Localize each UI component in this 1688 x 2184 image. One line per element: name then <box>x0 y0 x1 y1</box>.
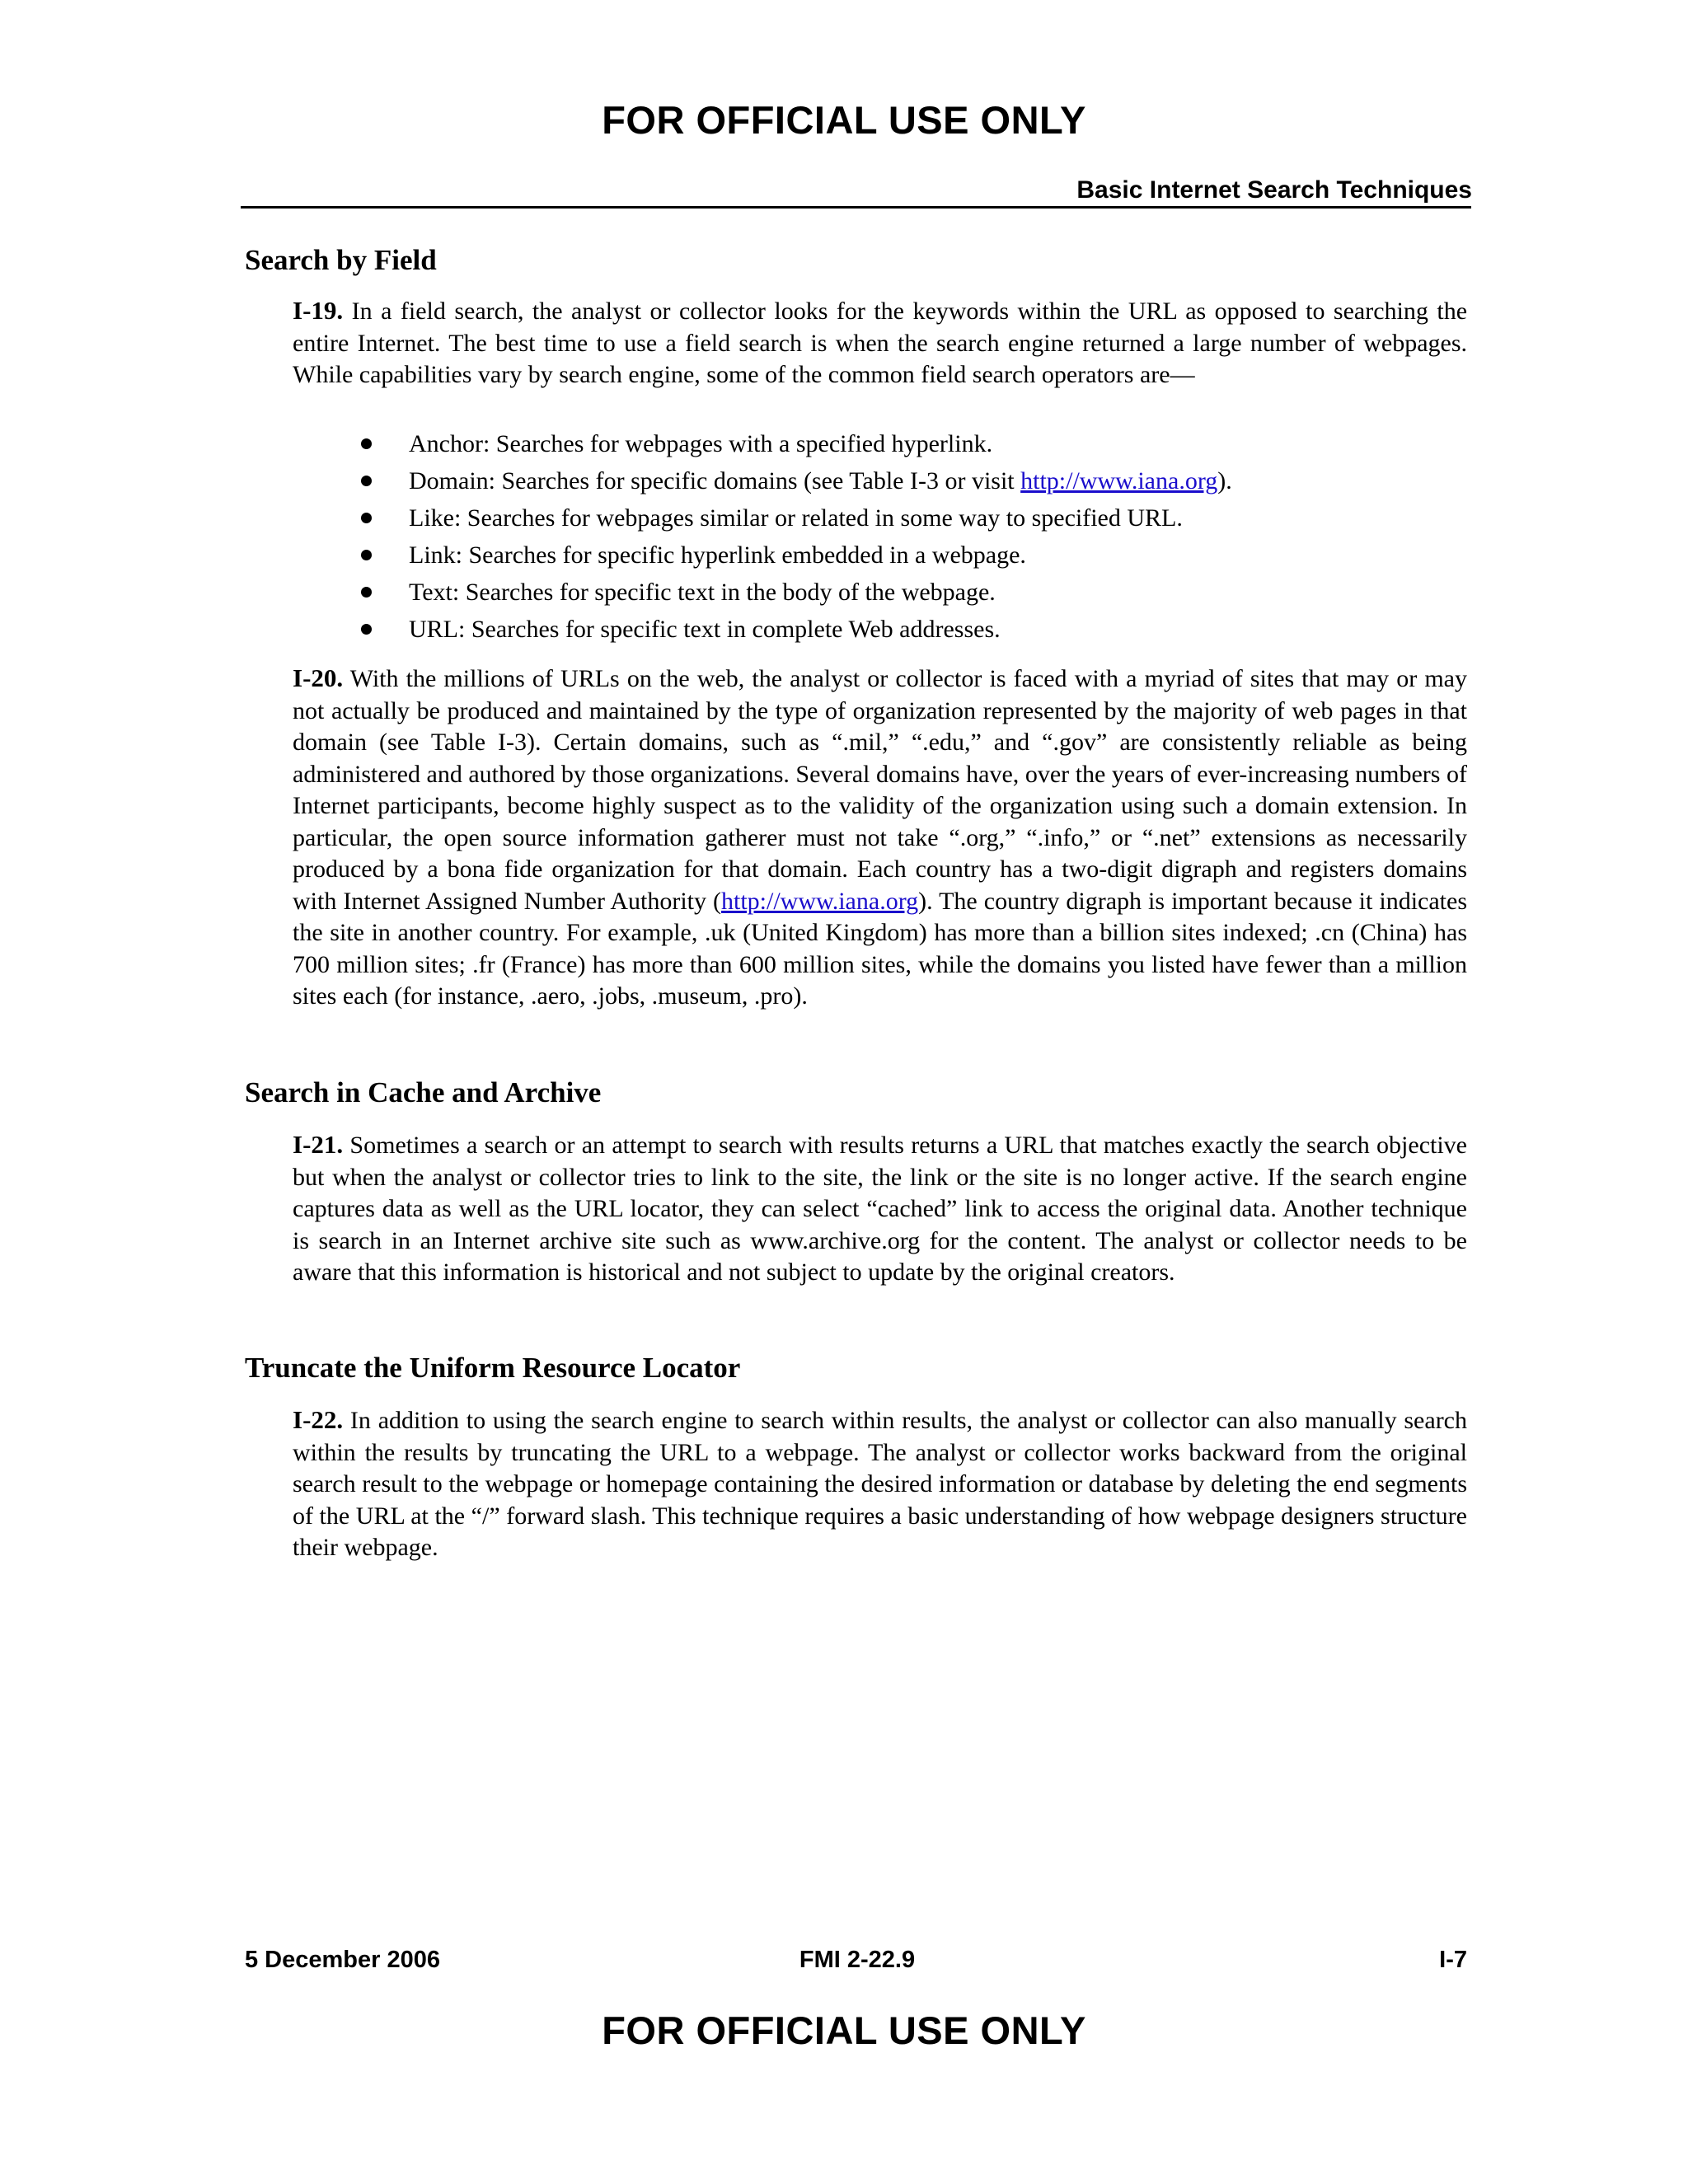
footer-date: 5 December 2006 <box>245 1947 440 1973</box>
paragraph-text-before: With the millions of URLs on the web, the analyst or collector is faced with a myriad of sites that may or may not actually be produced and maintained by the type of organization represented by the majority of web pages in that domain (see Table I-3). Certain domains, such as “.mil,” “.edu,” and “.gov” are consistently reliable as being administered and authored by those organizations. Several domains have, over the years of ever-increasing numbers of Internet participants, become highly suspect as to the validity of the organization using such a domain extension. In particular, the open source information gatherer must not take “.org,” “.info,” or “.net” extensions as necessarily produced by a bona fide organization for that domain. Each country has a two-digit digraph and registers domains with Internet Assigned Number Authority ( <box>293 665 1467 915</box>
list-item-text-before: Domain: Searches for specific domains (see Table I-3 or visit <box>409 467 1021 494</box>
bullet-icon <box>361 587 372 598</box>
list-item-text: Link: Searches for specific hyperlink embedded in a webpage. <box>409 541 1026 569</box>
list-item <box>363 537 1467 574</box>
list-item-text <box>409 462 1232 499</box>
field-operator-list <box>363 425 1467 648</box>
list-item <box>363 574 1467 611</box>
paragraph-text: Sometimes a search or an attempt to search with results returns a URL that matches exactly the search objective but when the analyst or collector tries to link to the site, the link or the site is no longer active. If the search engine captures data as well as the URL locator, they can select “cached” link to access the original data. Another technique is search in an Internet archive site such as www.archive.org for the content. The analyst or collector needs to be aware that this information is historical and not subject to update by the original creators. <box>293 1132 1468 1286</box>
classification-banner-bottom: FOR OFFICIAL USE ONLY <box>602 2008 1086 2052</box>
classification-banner-top: FOR OFFICIAL USE ONLY <box>602 98 1086 142</box>
section-heading-truncate-url: Truncate the Uniform Resource Locator <box>245 1352 741 1384</box>
paragraph-number: I-21. <box>293 1130 344 1159</box>
bullet-icon <box>361 513 372 523</box>
list-item <box>363 425 1467 462</box>
bullet-icon <box>361 624 372 635</box>
list-item-text: Like: Searches for webpages similar or related in some way to specified URL. <box>409 504 1183 532</box>
list-item <box>363 611 1467 648</box>
list-item-text-after: ). <box>1217 467 1232 494</box>
iana-link[interactable]: http://www.iana.org <box>721 887 919 915</box>
list-item-text: Text: Searches for specific text in the body of the webpage. <box>409 579 996 606</box>
header-rule <box>241 206 1471 209</box>
list-item-text: Anchor: Searches for webpages with a specified hyperlink. <box>409 430 993 457</box>
paragraph-text: In addition to using the search engine to search within results, the analyst or collector can also manually search within the results by truncating the URL to a webpage. The analyst or collector works backward from the original search result to the webpage or homepage containing the desired information or database by deleting the end segments of the URL at the “/” forward slash. This technique requires a basic understanding of how webpage designers structure their webpage. <box>293 1407 1467 1561</box>
paragraph-text-after: ). The country digraph is important because it indicates the site in another country. For example, .uk (United Kingdom) has more than a billion sites indexed; .cn (China) has 700 million sites; .fr (France) has more than 600 million sites, while the domains you listed have fewer than a million sites each (for instance, .aero, .jobs, .museum, .pro). <box>293 887 1467 1010</box>
bullet-icon <box>361 476 372 486</box>
paragraph-number: I-22. <box>293 1405 344 1434</box>
list-item <box>363 499 1467 537</box>
section-heading-search-in-cache-and-archive: Search in Cache and Archive <box>245 1076 602 1108</box>
list-item <box>363 462 1467 499</box>
paragraph-i-22 <box>293 1404 1467 1564</box>
paragraph-text: In a field search, the analyst or collector looks for the keywords within the URL as opposed to searching the entire Internet. The best time to use a field search is when the search engine returned a large number of webpages. While capabilities vary by search engine, some of the common field search operators are— <box>293 298 1468 388</box>
iana-link[interactable]: http://www.iana.org <box>1020 467 1218 494</box>
footer-page-number: I-7 <box>1439 1947 1467 1973</box>
paragraph-number: I-20. <box>293 663 344 692</box>
bullet-icon <box>361 550 372 560</box>
section-heading-search-by-field: Search by Field <box>245 244 437 276</box>
bullet-icon <box>361 438 372 449</box>
paragraph-i-21 <box>293 1129 1467 1289</box>
paragraph-number: I-19. <box>293 296 344 325</box>
paragraph-i-19 <box>293 295 1467 391</box>
list-item-text: URL: Searches for specific text in complete Web addresses. <box>409 616 1001 643</box>
running-header-title: Basic Internet Search Techniques <box>1076 176 1472 204</box>
footer-publication: FMI 2-22.9 <box>799 1947 916 1973</box>
paragraph-i-20 <box>293 663 1467 1013</box>
